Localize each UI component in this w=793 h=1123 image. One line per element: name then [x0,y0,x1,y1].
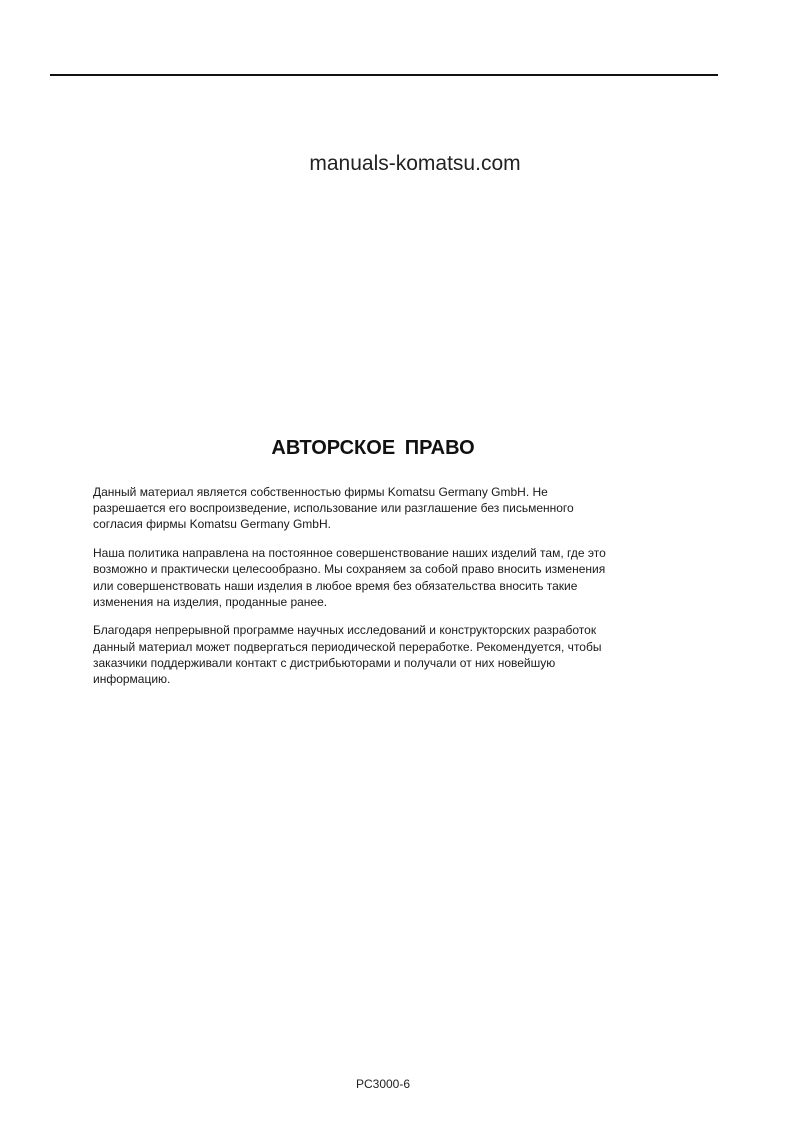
text-line: Наша политика направлена на постоянное совершенствование наших изделий там, где это [93,546,606,561]
text-line: информацию. [93,672,171,687]
top-divider [50,74,718,76]
paragraph-policy [93,545,683,610]
site-name: manuals-komatsu.com [309,152,521,175]
text-line: согласия фирмы Komatsu Germany GmbH. [93,517,331,532]
text-line: заказчики поддерживали контакт с дистрибьюторами и получали от них новейшую [93,655,556,670]
text-line: данный материал может подвергаться периодической переработке. Рекомендуется, чтобы [93,639,602,654]
text-line: Благодаря непрерывной программе научных исследований и конструкторских разработок [93,623,597,638]
text-line: возможно и практически целесообразно. Мы сохраняем за собой право вносить изменения [93,562,606,577]
copyright-body [93,484,683,700]
model-code: PC3000-6 [355,1077,411,1091]
text-line: изменения на изделия, проданные ранее. [93,594,328,609]
copyright-title: АВТОРСКОЕ ПРАВО [271,437,475,459]
paragraph-updates [93,622,683,687]
text-line: Данный материал является собственностью фирмы Komatsu Germany GmbH. Не [93,485,548,499]
text-line: или совершенствовать наши изделия в любое время без обязательства вносить такие [93,578,578,593]
text-line: разрешается его воспроизведение, использование или разглашение без письменного [93,501,574,516]
paragraph-ownership [93,484,683,533]
